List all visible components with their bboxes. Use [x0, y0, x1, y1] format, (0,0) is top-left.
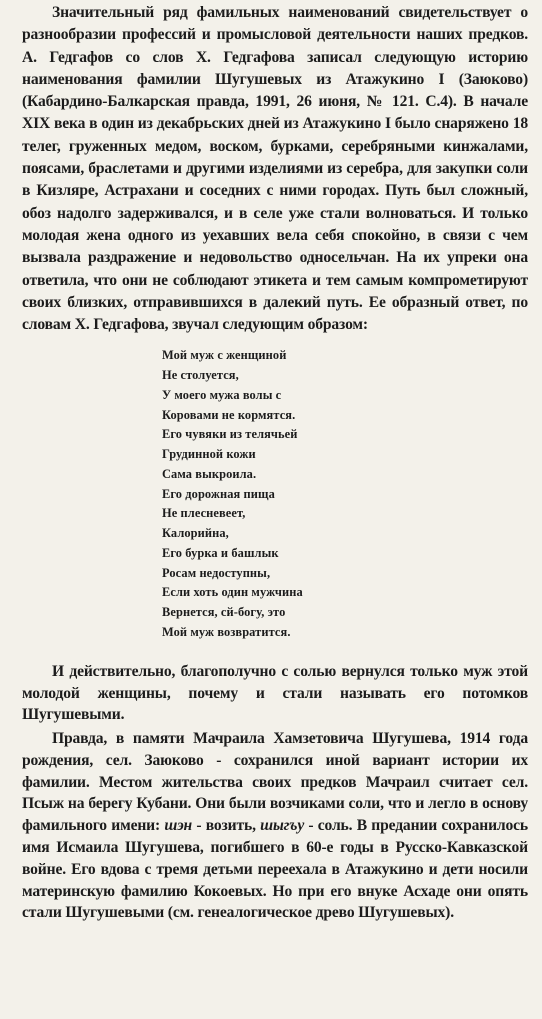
- text-segment: Правда, в памяти Мачраила Хамзетовича Шугушева, 1914 года рождения, сел. Заюково - сохранился иной вариант истории их фамилии. Местом жительства своих предков Мачраил считает сел. Псыж на берегу Кубани. Они были возчиками соли, что и легло в основу фамильного имени:: [22, 730, 528, 835]
- poem-line: Росам недоступны,: [162, 565, 271, 580]
- poem-line: Его чувяки из телячьей: [162, 427, 298, 442]
- poem-line: Калорийна,: [162, 526, 229, 541]
- poem-line: Мой муж возвратится.: [162, 624, 291, 639]
- poem-line: Мой муж с женщиной: [162, 348, 287, 363]
- poem-block: [162, 346, 528, 642]
- paragraph-conclusion: И действительно, благополучно с солью вернулся только муж этой молодой женщины, почему и стали называть его потомков Шугушевыми.: [22, 662, 528, 724]
- poem-line: Вернется, сй-богу, это: [162, 605, 286, 620]
- poem-line: Грудинной кожи: [162, 447, 256, 462]
- poem-line: Его бурка и башлык: [162, 545, 279, 560]
- kabardian-term: шыгъу: [260, 817, 305, 835]
- poem-line: Его дорожная пища: [162, 486, 275, 501]
- text-segment: - соль. В предании сохранилось имя Исмаила Шугушева, погибшего в 60-е годы в Русско-Кавказской войне. Его вдова с тремя детьми переехала в Атажукино и дети носили материнскую фамилию Кокоевых. Но при его внуке Асхаде они опять стали Шугушевыми (см. генеалогическое древо Шугушевых).: [22, 817, 529, 922]
- paragraph-surname-origins: Значительный ряд фамильных наименований свидетельствует о разнообразии профессий и промысловой деятельности наших предков. А. Гедгафов со слов Х. Гедгафова записал следующую историю наименования фамилии Шугушевых из Атажукино I (Заюково) (Кабардино-Балкарская правда, 1991, 26 июня, № 121. С.4). В начале XIX века в один из декабрьских дней из Атажукино I было снаряжено 18 телег, груженных медом, воском, бурками, серебряными кинжалами, поясами, браслетами и другими изделиями из серебра, для закупки соли в Кизляре, Астрахани и соседних с ними городах. Путь был сложный, обоз надолго задерживался, и в селе уже стали волноваться. И только молодая жена одного из уехавших вела себя спокойно, в связи с чем вызвала раздражение и недовольство односельчан. На их упреки она ответила, что они не соблюдают этикета и тем самым компрометируют своих близких, отправившихся в далекий путь. Ее образный ответ, по словам Х. Гедгафова, звучал следующим образом:: [22, 4, 528, 334]
- paragraph-alternate-version: [22, 728, 528, 924]
- poem-line: Не плесневеет,: [162, 506, 246, 521]
- poem-line: У моего мужа волы с: [162, 387, 282, 402]
- kabardian-term: шэн: [164, 817, 193, 835]
- poem-line: Коровами не кормятся.: [162, 407, 296, 422]
- poem-line: Сама выкроила.: [162, 466, 257, 481]
- text-segment: - возить,: [192, 817, 261, 835]
- poem-line: Если хоть один мужчина: [162, 585, 303, 600]
- poem-line: Не столуется,: [162, 368, 239, 383]
